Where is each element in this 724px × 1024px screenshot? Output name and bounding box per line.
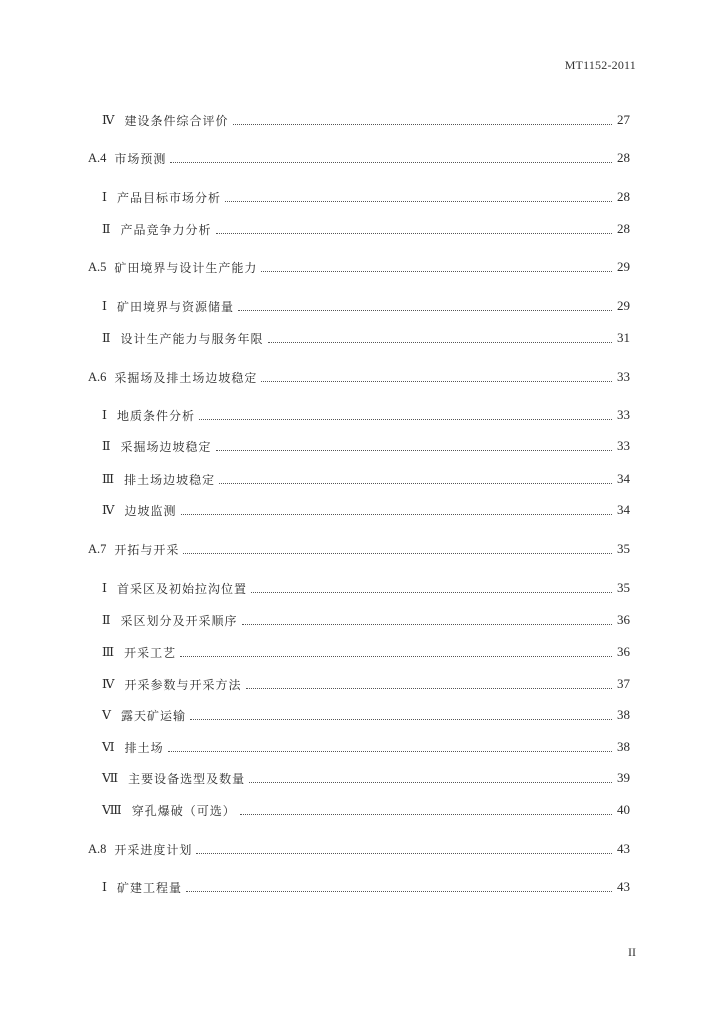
toc-entry-title: 产品目标市场分析 [116, 190, 221, 205]
toc-entry-number: Ⅳ [102, 113, 115, 127]
dot-leader [183, 553, 612, 554]
dot-leader [219, 483, 612, 484]
toc-entry[interactable] [102, 738, 630, 756]
toc-entry-number: A.7 [88, 541, 107, 556]
toc-entry-title: 排土场边坡稳定 [124, 472, 216, 487]
toc-entry-number: Ⅳ [102, 677, 115, 691]
toc-entry-title: 开采进度计划 [114, 842, 193, 857]
dot-leader [242, 624, 612, 625]
dot-leader [196, 853, 612, 854]
toc-entry-number: Ⅳ [102, 503, 115, 517]
dot-leader [180, 656, 612, 657]
toc-entry[interactable] [102, 220, 630, 238]
toc-entry-page: 33 [617, 369, 630, 384]
toc-entry-number: Ⅲ [102, 645, 115, 659]
toc-entry-title: 市场预测 [114, 151, 167, 166]
toc-entry[interactable] [102, 329, 630, 347]
toc-entry-page: 31 [617, 330, 630, 345]
dot-leader [261, 271, 612, 272]
toc-entry[interactable] [102, 579, 630, 597]
dot-leader [251, 592, 612, 593]
dot-leader [199, 419, 612, 420]
toc-entry-number: A.8 [88, 841, 107, 856]
toc-entry-title: 矿田境界与资源储量 [116, 299, 234, 314]
toc-entry-page: 38 [617, 707, 630, 722]
toc-entry-number: Ⅶ [102, 771, 119, 785]
toc-entry-number: Ⅱ [102, 613, 111, 627]
toc-entry[interactable] [102, 675, 630, 693]
toc-entry-title: 产品竞争力分析 [120, 222, 212, 237]
toc-entry-title: 地质条件分析 [116, 408, 195, 423]
toc-entry-title: 设计生产能力与服务年限 [120, 331, 264, 346]
toc-entry-title: 矿田境界与设计生产能力 [114, 260, 258, 275]
toc-entry-title: 露天矿运输 [121, 708, 187, 723]
toc-entry[interactable] [102, 470, 630, 488]
toc-entry-title: 主要设备选型及数量 [128, 771, 246, 786]
toc-entry-page: 34 [617, 502, 630, 517]
toc-entry[interactable] [102, 643, 630, 661]
toc-entry-number: A.4 [88, 150, 107, 165]
toc-entry-number: Ⅰ [102, 880, 107, 894]
toc-entry-number: Ⅱ [102, 331, 111, 345]
toc-entry-title: 采掘场及排土场边坡稳定 [114, 370, 258, 385]
dot-leader [216, 233, 612, 234]
toc-entry-number: Ⅷ [102, 803, 122, 817]
toc-entry-page: 36 [617, 612, 630, 627]
toc-entry-title: 首采区及初始拉沟位置 [116, 581, 247, 596]
toc-entry-title: 边坡监测 [124, 503, 177, 518]
toc-entry-page: 34 [617, 471, 630, 486]
toc-entry-page: 36 [617, 644, 630, 659]
page-number: II [628, 945, 636, 959]
dot-leader [238, 310, 612, 311]
toc-entry-title: 排土场 [124, 740, 164, 755]
toc-entry-page: 33 [617, 407, 630, 422]
toc-entry-page: 28 [617, 221, 630, 236]
toc-entry-page: 35 [617, 580, 630, 595]
toc-entry-number: Ⅲ [102, 472, 115, 486]
toc-entry[interactable] [102, 611, 630, 629]
toc-entry[interactable] [102, 706, 630, 724]
toc-entry-title: 矿建工程量 [116, 880, 182, 895]
toc-entry-title: 采区划分及开采顺序 [120, 613, 238, 628]
toc-entry[interactable] [102, 297, 630, 315]
toc-entry-page: 40 [617, 802, 630, 817]
toc-entry-page: 43 [617, 879, 630, 894]
toc-entry-title: 开采参数与开采方法 [124, 677, 242, 692]
dot-leader [225, 201, 612, 202]
toc-entry-number: Ⅰ [102, 408, 107, 422]
dot-leader [168, 751, 612, 752]
toc-entry-title: 开拓与开采 [114, 542, 180, 557]
toc-entry-page: 29 [617, 298, 630, 313]
toc-entry-page: 37 [617, 676, 630, 691]
toc-entry-page: 27 [617, 112, 630, 127]
dot-leader [181, 514, 612, 515]
dot-leader [261, 381, 612, 382]
toc-entry[interactable] [102, 501, 630, 519]
dot-leader [233, 124, 612, 125]
toc-entry-number: A.6 [88, 369, 107, 384]
toc-entry[interactable] [102, 801, 630, 819]
toc-entry-number: Ⅰ [102, 299, 107, 313]
dot-leader [170, 162, 612, 163]
toc-entry[interactable] [102, 111, 630, 129]
toc-entry-page: 33 [617, 438, 630, 453]
toc-entry-title: 建设条件综合评价 [124, 113, 229, 128]
dot-leader [190, 719, 612, 720]
toc-entry-page: 28 [617, 150, 630, 165]
toc-entry-number: Ⅴ [102, 708, 112, 722]
toc-entry[interactable] [88, 840, 630, 858]
toc-entry-page: 28 [617, 189, 630, 204]
toc-entry-title: 采掘场边坡稳定 [120, 439, 212, 454]
document-code: MT1152-2011 [564, 58, 636, 72]
toc-entry-number: Ⅵ [102, 740, 115, 754]
toc-entry-number: Ⅰ [102, 190, 107, 204]
toc-entry-number: Ⅱ [102, 439, 111, 453]
toc-entry-title: 穿孔爆破（可选） [131, 803, 236, 818]
toc-entry[interactable] [102, 437, 630, 455]
toc-entry-title: 开采工艺 [124, 645, 177, 660]
toc-entry[interactable] [102, 878, 630, 896]
toc-entry[interactable] [102, 188, 630, 206]
dot-leader [186, 891, 612, 892]
toc-entry-number: A.5 [88, 259, 107, 274]
toc-entry-page: 43 [617, 841, 630, 856]
dot-leader [268, 342, 612, 343]
dot-leader [246, 688, 612, 689]
dot-leader [249, 782, 612, 783]
dot-leader [216, 450, 612, 451]
toc-entry[interactable] [88, 540, 630, 558]
toc-entry-page: 39 [617, 770, 630, 785]
toc-entry[interactable] [88, 368, 630, 386]
toc-entry[interactable] [88, 149, 630, 167]
dot-leader [240, 814, 612, 815]
toc-entry[interactable] [88, 258, 630, 276]
toc-entry-page: 38 [617, 739, 630, 754]
toc-entry-number: Ⅰ [102, 581, 107, 595]
toc-entry-page: 35 [617, 541, 630, 556]
toc-entry[interactable] [102, 769, 630, 787]
toc-entry-page: 29 [617, 259, 630, 274]
toc-entry[interactable] [102, 406, 630, 424]
toc-entry-number: Ⅱ [102, 222, 111, 236]
